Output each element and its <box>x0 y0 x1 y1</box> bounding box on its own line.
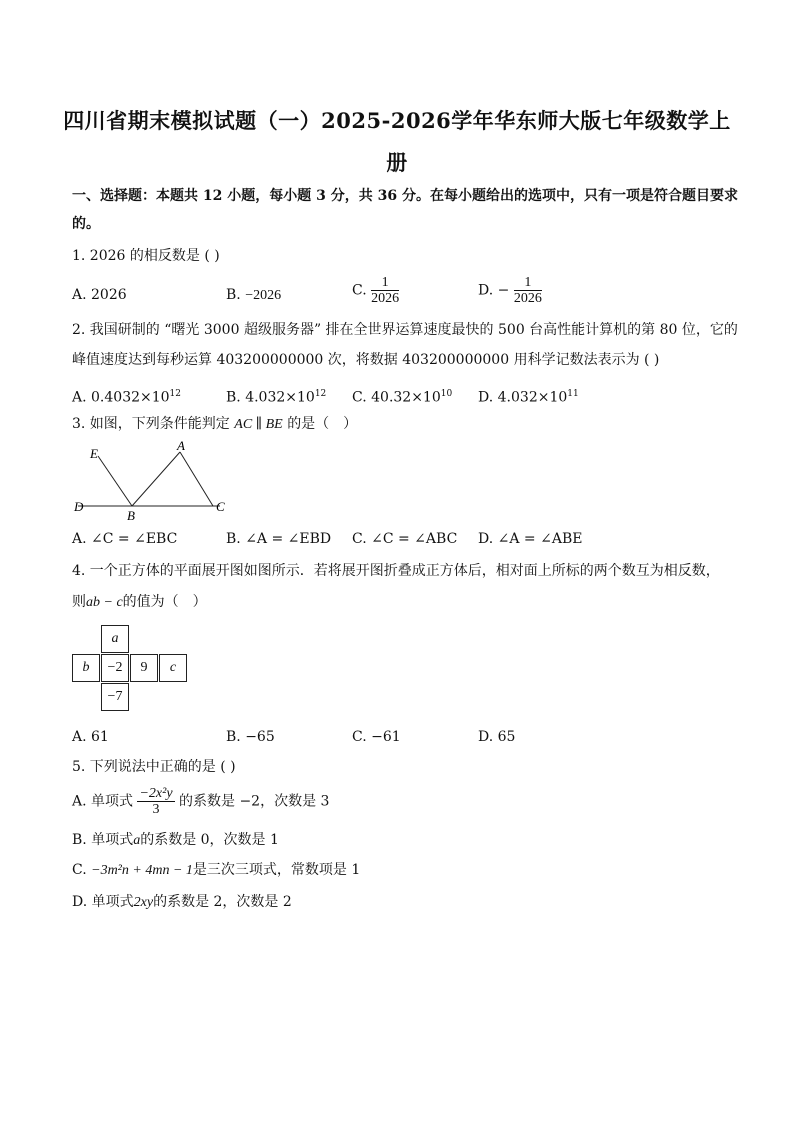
q2-stem-line-1: 2. 我国研制的 “曙光 3000 超级服务器” 排在全世界运算速度最快的 500 台高性能计算机的第 80 位，它的 <box>72 322 738 338</box>
net-cell-c: c <box>159 654 187 682</box>
q5-option-d-suffix: 的系数是 2，次数是 2 <box>153 894 292 910</box>
q5-option-b-prefix: B. 单项式 <box>72 832 134 848</box>
q5-option-c-suffix: 是三次三项式，常数项是 1 <box>192 862 361 878</box>
label-d: D <box>74 499 84 514</box>
q2-option-d-label: D. <box>478 389 494 406</box>
q3-option-c: C. ∠C = ∠ABC <box>352 531 458 547</box>
q2-option-a-exponent: 12 <box>169 389 181 399</box>
net-cell-a: a <box>101 625 129 653</box>
q4-option-a: A. 61 <box>72 729 109 745</box>
label-b: B <box>127 508 135 523</box>
title-line-2: 册 <box>386 150 408 175</box>
q1-option-c-fraction <box>371 275 399 306</box>
q5-option-a-prefix: A. 单项式 <box>72 793 134 810</box>
q1-option-d-label: D. <box>478 282 494 299</box>
q2-option-c <box>352 384 452 408</box>
q2-option-c-exponent: 10 <box>440 389 453 399</box>
q3-figure <box>70 436 240 526</box>
q1-stem: 1. 2026 的相反数是 ( ) <box>72 248 220 264</box>
q3-stem-math: AC ∥ BE <box>234 417 283 432</box>
q1-option-c-numerator: 1 <box>371 275 399 291</box>
q5-option-c <box>72 860 360 881</box>
q1-option-d-fraction <box>514 275 542 306</box>
q4-stem-suffix: 的值为（ ） <box>122 594 207 610</box>
q2-option-d-exponent: 11 <box>567 389 579 399</box>
segment-ac <box>180 452 213 506</box>
q5-option-a-fraction <box>137 786 174 817</box>
q2-option-c-label: C. <box>352 389 367 406</box>
q5-option-d-prefix: D. 单项式 <box>72 894 134 910</box>
q5-option-b <box>72 830 279 851</box>
segment-eb <box>98 456 132 506</box>
q1-option-d-denominator: 2026 <box>513 291 542 306</box>
q1-option-d-sign: − <box>497 282 510 299</box>
q4-stem-line-2 <box>72 592 207 613</box>
q5-option-a-suffix: 的系数是 −2，次数是 3 <box>179 793 330 810</box>
q5-option-a-numerator: −2x²y <box>139 786 173 801</box>
q5-option-b-math: a <box>133 833 141 848</box>
q2-option-d-base: 4.032×10 <box>497 389 568 406</box>
document-title <box>60 100 734 184</box>
q1-option-d-numerator: 1 <box>514 275 542 291</box>
q2-option-a-label: A. <box>72 389 87 406</box>
q3-option-b: B. ∠A = ∠EBD <box>226 531 332 547</box>
q5-option-a <box>72 786 329 817</box>
q4-option-d: D. 65 <box>478 729 516 745</box>
q1-option-c-label: C. <box>352 282 367 299</box>
label-a: A <box>177 438 185 453</box>
q2-option-a-base: 0.4032×10 <box>91 389 170 406</box>
q5-option-b-suffix: 的系数是 0，次数是 1 <box>140 832 279 848</box>
q4-option-b: B. −65 <box>226 729 275 745</box>
q1-option-a: A. 2026 <box>72 287 127 303</box>
q1-option-b <box>226 285 281 306</box>
q5-option-c-math: −3m²n + 4mn − 1 <box>91 863 193 878</box>
q3-stem-suffix: 的是（ ） <box>287 416 358 432</box>
q2-option-d <box>478 384 579 408</box>
net-cell-9: 9 <box>130 654 158 682</box>
q5-option-d-math: 2xy <box>133 895 154 910</box>
q3-option-a: A. ∠C = ∠EBC <box>72 531 178 547</box>
q5-option-a-denominator: 3 <box>152 802 160 817</box>
q5-option-d <box>72 892 292 913</box>
q2-option-b-base: 4.032×10 <box>245 389 315 406</box>
q4-stem-math: ab − c <box>86 595 123 610</box>
q3-stem-prefix: 3. 如图，下列条件能判定 <box>72 416 230 432</box>
label-e: E <box>90 446 98 461</box>
q1-option-d <box>478 275 542 306</box>
q5-option-c-prefix: C. <box>72 862 87 878</box>
q3-stem <box>72 414 357 435</box>
q2-option-b-label: B. <box>226 389 241 406</box>
net-cell-neg7: −7 <box>101 683 129 711</box>
q1-option-c <box>352 275 399 306</box>
q1-option-b-value: −2026 <box>245 288 282 303</box>
net-cell-b: b <box>72 654 100 682</box>
q2-option-a <box>72 384 181 408</box>
segment-ba <box>132 452 180 506</box>
title-line-1: 四川省期末模拟试题（一）2025-2026学年华东师大版七年级数学上 <box>63 108 731 133</box>
q5-stem: 5. 下列说法中正确的是 ( ) <box>72 759 236 775</box>
q4-option-c: C. −61 <box>352 729 401 745</box>
q1-option-c-denominator: 2026 <box>371 291 400 306</box>
q2-stem-line-2: 峰值速度达到每秒运算 403200000000 次，将数据 403200000000 用科学记数法表示为 ( ) <box>72 352 660 368</box>
q2-option-b <box>226 384 326 408</box>
q3-option-d: D. ∠A = ∠ABE <box>478 531 583 547</box>
net-cell-neg2: −2 <box>101 654 129 682</box>
q4-stem-prefix: 则 <box>72 594 86 610</box>
q4-stem-line-1: 4. 一个正方体的平面展开图如图所示．若将展开图折叠成正方体后，相对面上所标的两个数互为相反数， <box>72 563 720 579</box>
section-header-line-1: 一、选择题：本题共 12 小题，每小题 3 分，共 36 分。在每小题给出的选项中，只有一项是符合题目要求 <box>72 188 738 204</box>
q2-option-b-exponent: 12 <box>314 389 327 399</box>
label-c: C <box>216 499 225 514</box>
q2-option-c-base: 40.32×10 <box>371 389 441 406</box>
q1-option-b-label: B. <box>226 287 241 303</box>
section-header-line-2: 的。 <box>72 216 100 232</box>
